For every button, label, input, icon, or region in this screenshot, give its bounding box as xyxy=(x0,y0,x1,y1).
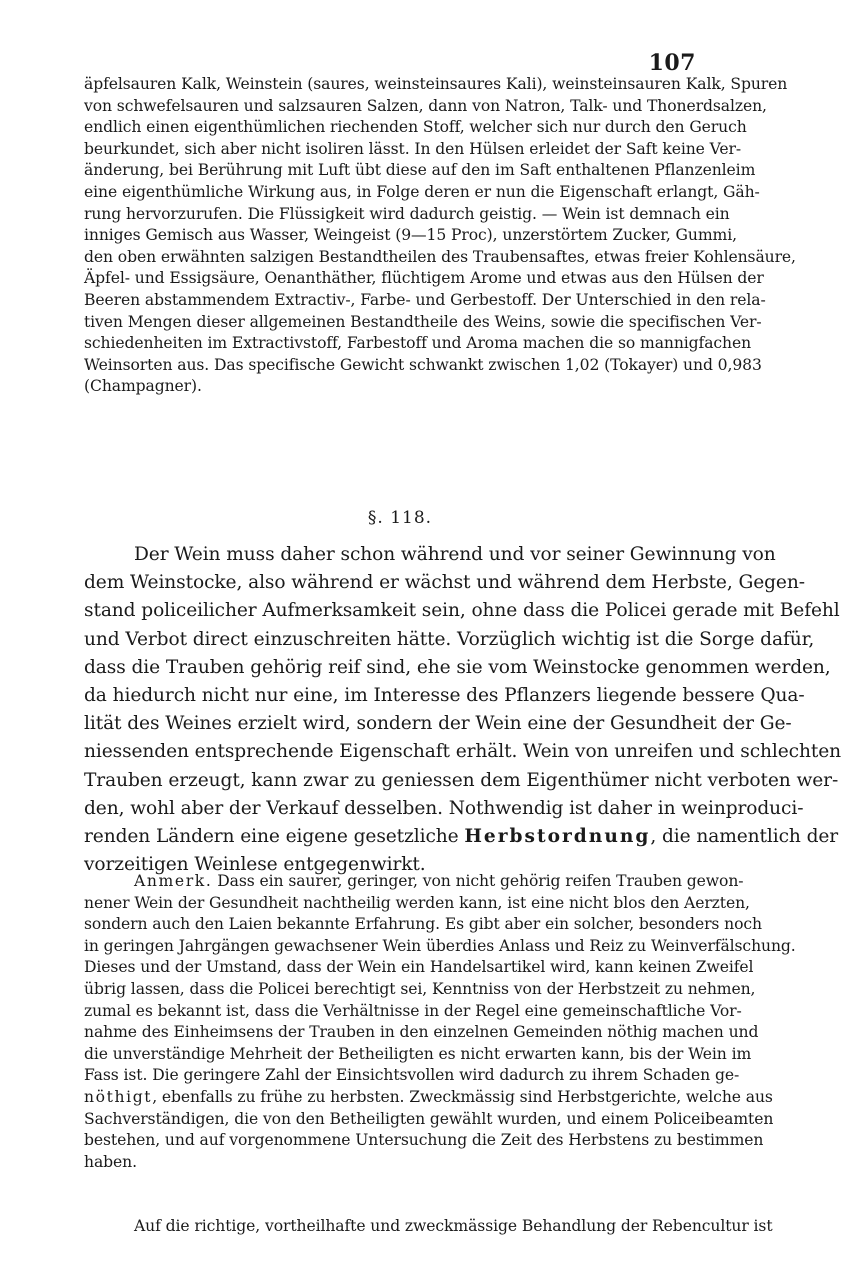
text-line: vorzeitigen Weinlese entgegenwirkt. xyxy=(84,854,426,876)
text-line: zumal es bekannt ist, dass die Verhältnisse in der Regel eine gemeinschaftliche Vor- xyxy=(84,1001,742,1020)
page-number: 107 xyxy=(648,50,696,76)
text-line: Weinsorten aus. Das specifische Gewicht schwankt zwischen 1,02 (Tokayer) und 0,983 xyxy=(84,355,762,374)
text-line: schiedenheiten im Extractivstoff, Farbestoff und Aroma machen die so mannigfachen xyxy=(84,334,752,353)
text-line: inniges Gemisch aus Wasser, Weingeist (9—15 Proc), unzerstörtem Zucker, Gummi, xyxy=(84,226,737,245)
section-heading: §. 118. xyxy=(367,508,433,528)
paragraph-vine-cultivation xyxy=(84,1216,773,1238)
text-segment: Fass ist. Die geringere Zahl der Einsichtsvollen wird dadurch zu ihrem Schaden xyxy=(84,1066,711,1085)
text-line: änderung, bei Berührung mit Luft übt diese auf den im Saft enthaltenen Pflanzenleim xyxy=(84,161,756,180)
annotation-note xyxy=(84,871,796,1173)
text-line: den oben erwähnten salzigen Bestandtheilen des Traubensaftes, etwas freier Kohlensäure, xyxy=(84,247,796,266)
paragraph-wine-composition xyxy=(84,74,796,398)
text-line: da hiedurch nicht nur eine, im Interesse des Pflanzers liegende bessere Qua- xyxy=(84,685,805,707)
text-line: Der Wein muss daher schon während und vor seiner Gewinnung von xyxy=(134,544,776,565)
emphasized-term: nöthigt xyxy=(84,1087,153,1106)
emphasized-term: Herbstordnung xyxy=(464,826,651,848)
text-line: Sachverständigen, die von den Betheiligten gewählt wurden, und einem Policeibeamten xyxy=(84,1109,774,1128)
text-line: nener Wein der Gesundheit nachtheilig werden kann, ist eine nicht blos den Aerzten, xyxy=(84,893,750,912)
text-line: und Verbot direct einzuschreiten hätte. Vorzüglich wichtig ist die Sorge dafür, xyxy=(84,628,815,650)
text-line: lität des Weines erzielt wird, sondern der Wein eine der Gesundheit der Ge- xyxy=(84,713,792,735)
text-line: tiven Mengen dieser allgemeinen Bestandtheile des Weins, sowie die specifischen Ver- xyxy=(84,312,762,331)
text-line: nahme des Einheimsens der Trauben in den einzelnen Gemeinden nöthig machen und xyxy=(84,1023,759,1042)
text-segment: renden Ländern eine eigene gesetzliche xyxy=(84,826,459,848)
paragraph-wine-police xyxy=(84,541,841,879)
text-line: Äpfel- und Essigsäure, Oenanthäther, flüchtigem Arome und etwas aus den Hülsen der xyxy=(84,269,764,288)
text-line: den, wohl aber der Verkauf desselben. Nothwendig ist daher in weinproduci- xyxy=(84,797,804,819)
text-line: Auf die richtige, vortheilhafte und zweckmässige Behandlung der Rebencultur ist xyxy=(134,1217,773,1235)
text-segment: , ebenfalls zu frühe zu herbsten. Zweckmässig sind Herbstgerichte, welche aus xyxy=(152,1087,773,1106)
text-line: Dieses und der Umstand, dass der Wein ein Handelsartikel wird, kann keinen Zweifel xyxy=(84,958,754,977)
text-line: äpfelsauren Kalk, Weinstein (saures, weinsteinsaures Kali), weinsteinsauren Kalk, Spuren xyxy=(84,75,788,93)
text-line: die unverständige Mehrheit der Betheiligten es nicht erwarten kann, bis der Wein im xyxy=(84,1044,752,1063)
text-line: haben. xyxy=(84,1152,137,1171)
text-line: übrig lassen, dass die Policei berechtigt sei, Kenntniss von der Herbstzeit zu nehmen, xyxy=(84,979,756,998)
text-line: (Champagner). xyxy=(84,377,202,396)
text-line xyxy=(84,1065,740,1087)
text-line xyxy=(84,823,839,851)
text-line: niessenden entsprechende Eigenschaft erhält. Wein von unreifen und schlechten xyxy=(84,741,841,763)
text-line: stand policeilicher Aufmerksamkeit sein, ohne dass die Policei gerade mit Befehl xyxy=(84,600,840,622)
text-line xyxy=(84,1087,773,1109)
text-line: bestehen, und auf vorgenommene Untersuchung die Zeit des Herbstens zu bestimmen xyxy=(84,1131,764,1150)
text-line: beurkundet, sich aber nicht isoliren lässt. In den Hülsen erleidet der Saft keine Ver- xyxy=(84,139,742,158)
text-line: eine eigenthümliche Wirkung aus, in Folge deren er nun die Eigenschaft erlangt, Gäh- xyxy=(84,182,760,201)
text-line xyxy=(84,871,744,893)
text-line: dem Weinstocke, also während er wächst und während dem Herbste, Gegen- xyxy=(84,572,805,594)
text-line: rung hervorzurufen. Die Flüssigkeit wird dadurch geistig. — Wein ist demnach ein xyxy=(84,204,730,223)
text-line: Beeren abstammendem Extractiv-, Farbe- und Gerbestoff. Der Unterschied in den rela- xyxy=(84,290,766,309)
text-line: endlich einen eigenthümlichen riechenden Stoff, welcher sich nur durch den Geruch xyxy=(84,118,747,137)
text-segment: ge- xyxy=(714,1066,740,1085)
text-line: sondern auch den Laien bekannte Erfahrung. Es gibt aber ein solcher, besonders noch xyxy=(84,915,762,934)
text-segment: , die namentlich der xyxy=(650,826,839,848)
text-line: dass die Trauben gehörig reif sind, ehe sie vom Weinstocke genommen werden, xyxy=(84,656,831,678)
text-line: in geringen Jahrgängen gewachsener Wein überdies Anlass und Reiz zu Weinverfälschung. xyxy=(84,936,796,955)
text-line: Trauben erzeugt, kann zwar zu geniessen dem Eigenthümer nicht verboten wer- xyxy=(84,769,839,791)
note-label: Anmerk. xyxy=(134,872,213,890)
text-segment: Dass ein saurer, geringer, von nicht gehörig reifen Trauben gewon- xyxy=(217,872,744,890)
text-line: von schwefelsauren und salzsauren Salzen, dann von Natron, Talk- und Thonerdsalzen, xyxy=(84,96,767,115)
